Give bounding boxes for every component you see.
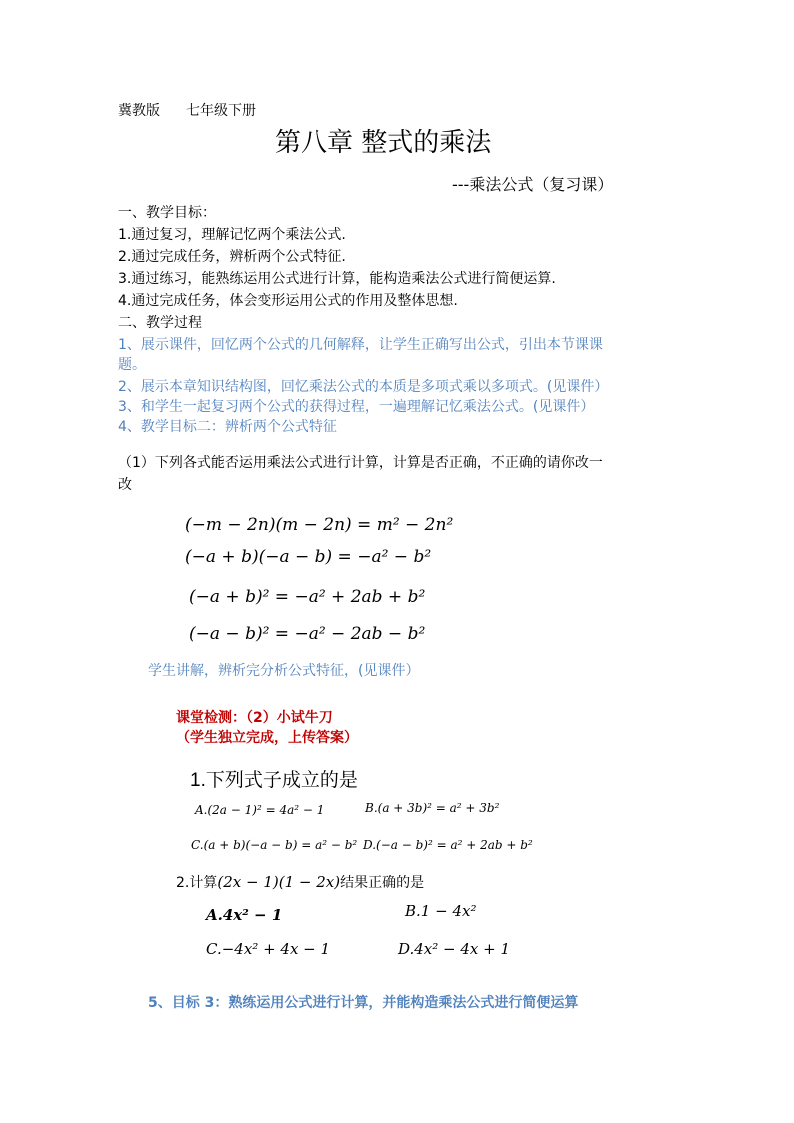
page-subtitle: -‐-乘法公式（复习课） (452, 175, 614, 194)
question-2-prefix: 2.计算 (176, 875, 218, 891)
objectives-heading: 一、教学目标： (118, 205, 216, 221)
question-1: 1.下列式子成立的是 (190, 770, 358, 791)
q2-option-c: C.−4x² + 4x − 1 (206, 940, 331, 958)
process-step-1: 1、展示课件，回忆两个公式的几何解释，让学生正确写出公式，引出本节课课 (118, 337, 603, 353)
objective-item: 2.通过完成任务，辨析两个公式特征. (118, 249, 346, 265)
formula-1: (−m − 2n)(m − 2n) = m² − 2n² (185, 515, 454, 535)
question-2 (176, 872, 424, 892)
formula-2: (−a + b)(−a − b) = −a² − b² (185, 547, 432, 567)
objective-item: 1.通过复习，理解记忆两个乘法公式. (118, 227, 346, 243)
q2-option-b: B.1 − 4x² (405, 902, 477, 920)
q1-option-d: D.(−a − b)² = a² + 2ab + b² (363, 838, 533, 852)
q1-option-a: A.(2a − 1)² = 4a² − 1 (195, 803, 325, 817)
q2-option-a: A.4x² − 1 (206, 906, 283, 924)
objective-item: 3.通过练习，能熟练运用公式进行计算，能构造乘法公式进行简便运算. (118, 271, 556, 287)
q2-option-d: D.4x² − 4x + 1 (398, 940, 511, 958)
task1-instruction-cont: 改 (118, 477, 132, 493)
formula-4: (−a − b)² = −a² − 2ab − b² (189, 624, 426, 644)
process-step-3: 3、和学生一起复习两个公式的获得过程，一遍理解记忆乘法公式。(见课件） (118, 399, 595, 415)
question-2-expression: (2x − 1)(1 − 2x) (217, 873, 341, 891)
q1-option-b: B.(a + 3b)² = a² + 3b² (365, 801, 500, 815)
page-title: 第八章 整式的乘法 (275, 128, 492, 158)
question-2-suffix: 结果正确的是 (340, 875, 425, 891)
objective-item: 4.通过完成任务，体会变形运用公式的作用及整体思想. (118, 293, 458, 309)
process-step-2: 2、展示本章知识结构图，回忆乘法公式的本质是多项式乘以多项式。(见课件） (118, 379, 609, 395)
check-title: 课堂检测：（2）小试牛刀 (176, 710, 333, 726)
check-subtitle: （学生独立完成，上传答案） (176, 730, 358, 746)
q1-option-c: C.(a + b)(−a − b) = a² − b² (191, 838, 358, 852)
task1-note: 学生讲解，辨析完分析公式特征，(见课件） (148, 663, 420, 679)
grade-label: 七年级下册 (186, 103, 256, 119)
process-step-1-cont: 题。 (118, 357, 146, 373)
process-step-4: 4、教学目标二：辨析两个公式特征 (118, 419, 337, 435)
goal-5: 5、目标 3：熟练运用公式进行计算，并能构造乘法公式进行简便运算 (148, 995, 579, 1011)
task1-instruction: （1）下列各式能否运用乘法公式进行计算，计算是否正确，不正确的请你改一 (118, 455, 603, 471)
formula-3: (−a + b)² = −a² + 2ab + b² (189, 587, 426, 607)
publisher-label: 冀教版 (118, 103, 160, 119)
process-heading: 二、教学过程 (118, 315, 202, 331)
